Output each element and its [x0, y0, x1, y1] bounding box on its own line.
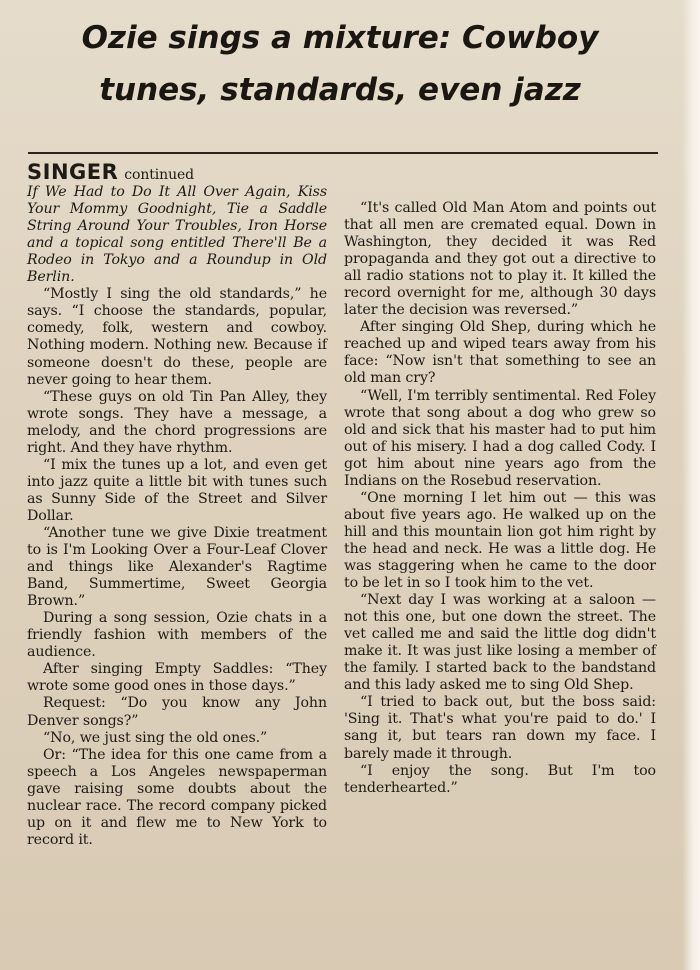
paragraph: “These guys on old Tin Pan Alley, they wrote songs. They have a message, a melody, and the chord progressions are right. And they have rhythm. — [27, 388, 327, 456]
paragraph: Request: “Do you know any John Denver songs?” — [27, 695, 327, 729]
paragraph: “It's called Old Man Atom and points out that all men are cremated equal. Down in Washington, they decided it was Red propaganda and they got out a directive to all radio stations not to play it. It killed the record overnight for me, although 30 days later the decision was reversed.” — [344, 200, 656, 319]
paragraph: Or: “The idea for this one came from a speech a Los Angeles newspaperman gave raising some doubts about the nuclear race. The record company picked up on it and flew me to New York to record it. — [27, 746, 327, 848]
paragraph: “One morning I let him out — this was about five years ago. He walked up on the hill and this mountain lion got him right by the head and neck. He was a little dog. He was staggering when he came to the door to be let in so I took him to the vet. — [344, 489, 656, 592]
paragraph: “I tried to back out, but the boss said: 'Sing it. That's what you're paid to do.' I sang it, but tears ran down my face. I barely made it through. — [344, 694, 656, 762]
paragraph: “I enjoy the song. But I'm too tenderhearted.” — [344, 762, 656, 796]
kicker-label: SINGER — [27, 160, 119, 184]
kicker — [27, 160, 327, 184]
paragraph: “Next day I was working at a saloon — not this one, but one down the street. The vet called me and said the little dog didn't make it. It was just like losing a member of the family. I started back to the bandstand and this lady asked me to sing Old Shep. — [344, 592, 656, 694]
paragraph: During a song session, Ozie chats in a friendly fashion with members of the audience. — [27, 610, 327, 661]
kicker-sub: continued — [124, 167, 195, 183]
right-column — [344, 200, 656, 797]
torn-edge — [682, 0, 700, 970]
headline-line-2: tunes, standards, even jazz — [99, 72, 581, 108]
headline — [60, 12, 620, 116]
left-column — [27, 160, 327, 849]
paragraph: After singing Old Shep, during which he reached up and wiped tears away from his face: “Now isn't that something to see an old man cry? — [344, 319, 656, 387]
paragraph: “I mix the tunes up a lot, and even get into jazz quite a little bit with tunes such as Sunny Side of the Street and Silver Dollar. — [27, 456, 327, 524]
paragraph: “Well, I'm terribly sentimental. Red Foley wrote that song about a dog who grew so old and sick that his master had to put him out of his misery. I had a dog called Cody. I got him about nine years ago from the Indians on the Rosebud reservation. — [344, 387, 656, 489]
headline-line-1: Ozie sings a mixture: Cowboy — [81, 20, 599, 56]
paragraph: If We Had to Do It All Over Again, Kiss Your Mommy Goodnight, Tie a Saddle String Around Your Troubles, Iron Horse and a topical song entitled There'll Be a Rodeo in Tokyo and a Roundup in Old Berlin. — [27, 184, 327, 286]
paragraph: “No, we just sing the old ones.” — [43, 729, 268, 746]
headline-rule — [28, 152, 658, 154]
paragraph: “Another tune we give Dixie treatment to is I'm Looking Over a Four-Leaf Clover and things like Alexander's Ragtime Band, Summertime, Sweet Georgia Brown.” — [27, 524, 327, 610]
paragraph: “Mostly I sing the old standards,” he says. “I choose the standards, popular, comedy, folk, western and cowboy. Nothing modern. Nothing new. Because if someone doesn't do these, people are never going to hear them. — [27, 286, 327, 388]
paragraph: After singing Empty Saddles: “They wrote some good ones in those days.” — [27, 661, 327, 695]
